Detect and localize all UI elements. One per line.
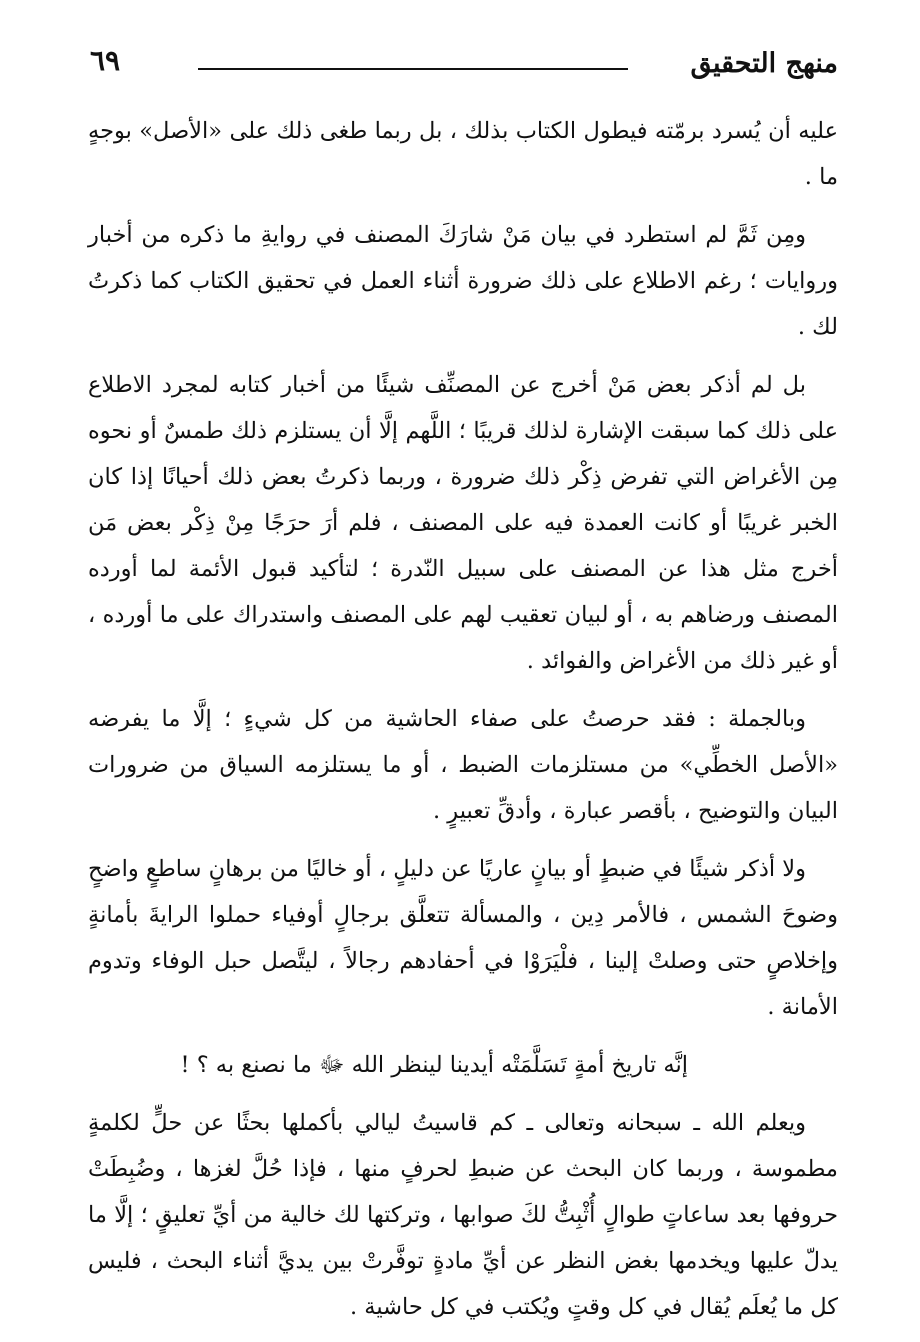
paragraph: وبالجملة : فقد حرصتُ على صفاء الحاشية من كل شيءٍ ؛ إلَّا ما يفرضه «الأصل الخطِّي» من مستلزمات الضبط ، أو ما يستلزمه السياق من ضرورات البيان والتوضيح ، بأقصر عبارة ، وأدقِّ تعبيرٍ .: [88, 706, 838, 824]
paragraph: ولا أذكر شيئًا في ضبطٍ أو بيانٍ عاريًا عن دليلٍ ، أو خاليًا من برهانٍ ساطعٍ واضحٍ وضوحَ الشمس ، فالأمر دِين ، والمسألة تتعلَّق برجالٍ أوفياء حملوا الرايةَ بأمانةٍ وإخلاصٍ حتى وصلتْ إلينا ، فلْيَرَوْا في أحفادهم رجالاً ، ليتَّصل حبل الوفاء وتدوم الأمانة .: [88, 856, 838, 1020]
paragraph: عليه أن يُسرد برمّته فيطول الكتاب بذلك ، بل ربما طغى ذلك على «الأصل» بوجهٍ ما .: [88, 118, 838, 190]
paragraph: ويعلم الله ـ سبحانه وتعالى ـ كم قاسيتُ ليالي بأكملها بحثًا عن حلٍّ لكلمةٍ مطموسة ، وربما كان البحث عن ضبطِ لحرفٍ منها ، فإذا حُلَّ لغزها ، وضُبِطَتْ حروفها بعد ساعاتٍ طوالٍ أُثْبِتُّ لكَ صوابها ، وتركتها لك خالية من أيِّ تعليقٍ ؛ إلَّا ما يدلّ عليها ويخدمها بغض النظر عن أيِّ مادةٍ توفَّرتْ بين يديَّ أثناء البحث ، فليس كل ما يُعلَم يُقال في كل وقتٍ ويُكتب في كل حاشية .: [88, 1110, 838, 1320]
running-title: منهج التحقيق: [690, 48, 838, 79]
page-number: ٦٩: [90, 44, 121, 77]
paragraph: ومِن ثَمَّ لم استطرد في بيان مَنْ شارَكَ المصنف في روايةِ ما ذكره من أخبار وروايات ؛ رغم الاطلاع على ذلك ضرورة أثناء العمل في تحقيق الكتاب كما ذكرتُ لك .: [88, 222, 838, 340]
paragraph: إنَّه تاريخ أمةٍ تَسَلَّمَتْه أيدينا لينظر الله ﷻ ما نصنع به ؟ !: [180, 1052, 688, 1078]
header-rule: [198, 68, 628, 70]
page-header: [90, 44, 838, 84]
body-text: [88, 108, 838, 1342]
paragraph: بل لم أذكر بعض مَنْ أخرج عن المصنِّف شيئًا من أخبار كتابه لمجرد الاطلاع على ذلك كما سبقت الإشارة لذلك قريبًا ؛ اللَّهم إلَّا أن يستلزم ذلك طمسٌ أو نحوه مِن الأغراض التي تفرض ذِكْر ذلك ضرورة ، وربما ذكرتُ بعض ذلك أحيانًا إذا كان الخبر غريبًا أو كانت العمدة فيه على المصنف ، فلم أرَ حرَجًا مِنْ ذِكْر بعض مَن أخرج مثل هذا عن المصنف على سبيل النّدرة ؛ لتأكيد قبول الأئمة لما أورده المصنف ورضاهم به ، أو لبيان تعقيب لهم على المصنف واستدراك على ما أورده ، أو غير ذلك من الأغراض والفوائد .: [88, 372, 838, 674]
